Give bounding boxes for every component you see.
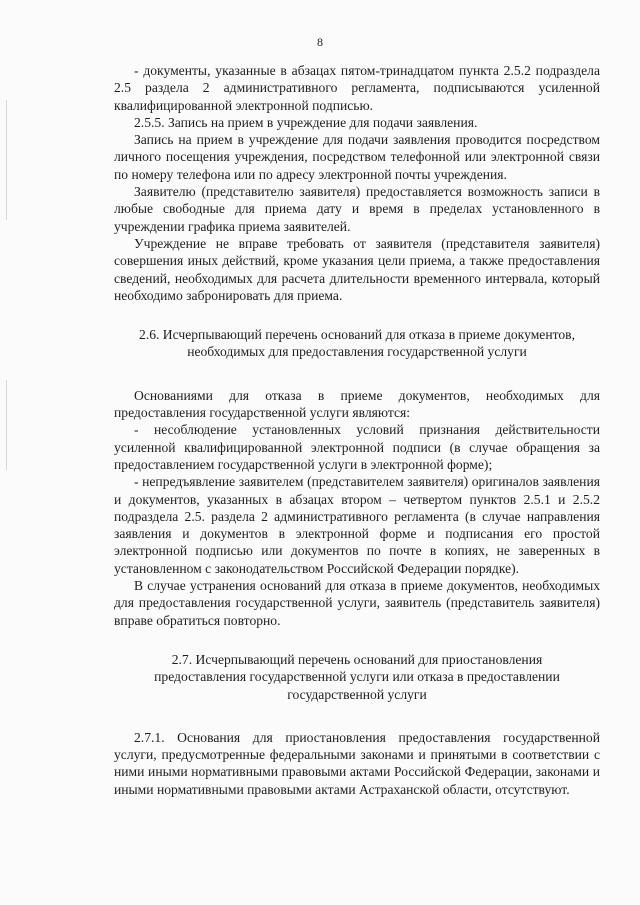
- page-number: 8: [317, 35, 323, 49]
- paragraph: - несоблюдение установленных условий признания действительности усиленной квалифицированной электронной подписи (в случае обращения за предоставлением государственной услуги в электронной форме);: [114, 422, 600, 472]
- paragraph: Учреждение не вправе требовать от заявителя (представителя заявителя) совершения иных действий, кроме указания цели приема, а также предоставления сведений, необходимых для расчета длительности временного интервала, который необходимо забронировать для приема.: [114, 235, 600, 303]
- document-body: [114, 62, 600, 798]
- scan-edge-mark: [6, 380, 7, 470]
- paragraph: Основаниями для отказа в приеме документов, необходимых для предоставления государственной услуги являются:: [114, 387, 600, 421]
- scan-edge-mark: [6, 100, 7, 220]
- paragraph: Заявителю (представителю заявителя) предоставляется возможность записи в любые свободные для приема дату и время в пределах установленного в учреждении графика приема заявителей.: [114, 184, 600, 234]
- paragraph: В случае устранения оснований для отказа в приеме документов, необходимых для предоставления государственной услуги, заявитель (представитель заявителя) вправе обратиться повторно.: [114, 578, 600, 628]
- section-heading-2-7: 2.7. Исчерпывающий перечень оснований для приостановления предоставления государственной услуги или отказа в предоставлении государственной услуги: [154, 651, 560, 702]
- paragraph: - документы, указанные в абзацах пятом-тринадцатом пункта 2.5.2 подраздела 2.5 раздела 2 административного регламента, подписываются усиленной квалифицированной электронной подписью.: [114, 63, 600, 113]
- section-heading-2-6: 2.6. Исчерпывающий перечень оснований для отказа в приеме документов, необходимых для предоставления государственной услуги: [139, 327, 575, 360]
- paragraph: 2.7.1. Основания для приостановления предоставления государственной услуги, предусмотренные федеральными законами и принятыми в соответствии с ними иными нормативными правовыми актами Российской Федерации, законами и иными нормативными правовыми актами Астраханской области, отсутствуют.: [114, 729, 600, 797]
- paragraph: - непредъявление заявителем (представителем заявителя) оригиналов заявления и документов, указанных в абзацах втором – четвертом пунктов 2.5.1 и 2.5.2 подраздела 2.5. раздела 2 административного регламента (в случае направления заявления и документов в электронной форме и подписания его простой электронной подписью или документов по почте в копиях, не заверенных в установленном с законодательством Российской Федерации порядке).: [114, 474, 600, 576]
- paragraph: 2.5.5. Запись на прием в учреждение для подачи заявления.: [134, 114, 478, 130]
- paragraph: Запись на прием в учреждение для подачи заявления проводится посредством личного посещения учреждения, посредством телефонной или электронной связи по номеру телефона или по адресу электронной почты учреждения.: [114, 132, 600, 182]
